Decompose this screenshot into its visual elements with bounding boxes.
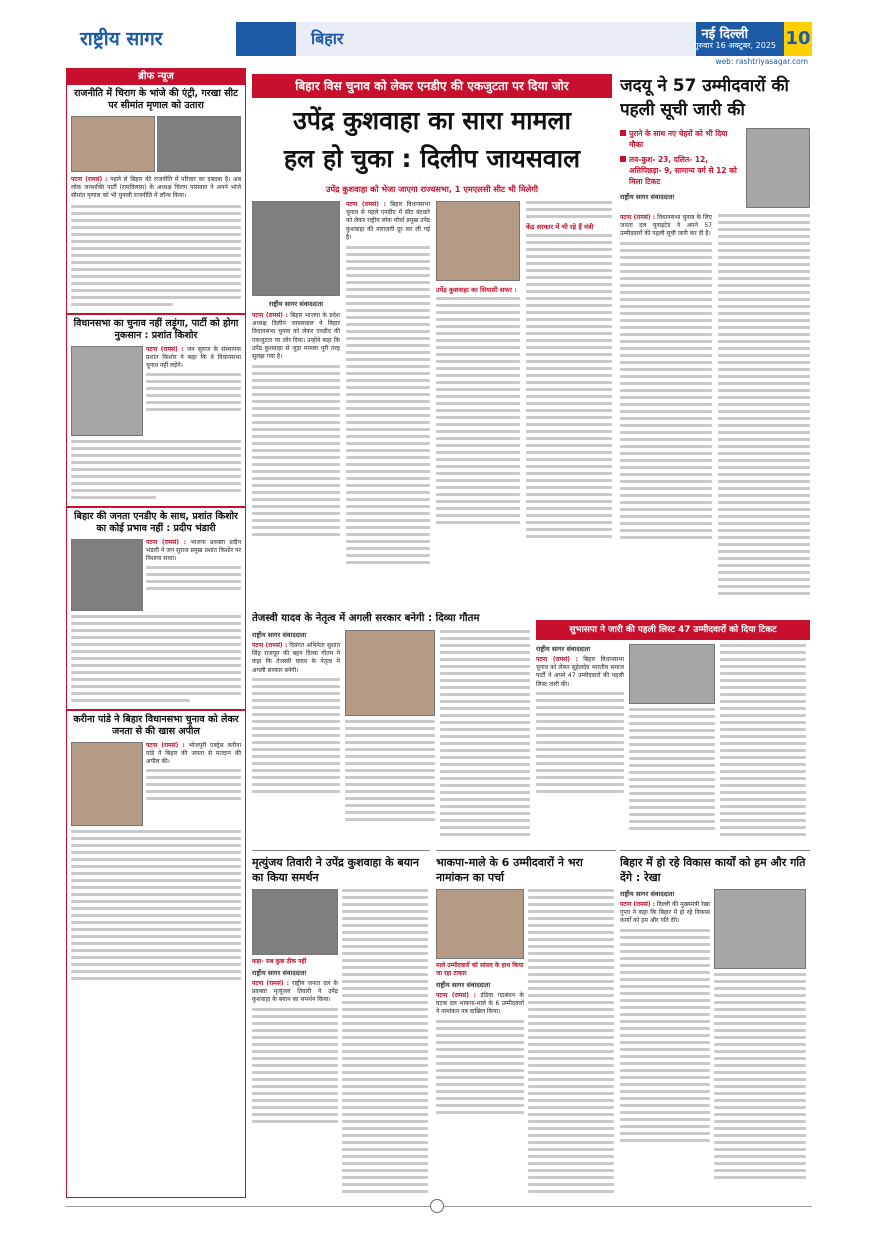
suhasbha-story (536, 620, 810, 840)
photo-caption: कहा- सब कुछ ठीक नहीं (252, 958, 307, 965)
photo (71, 346, 143, 436)
registration-mark-icon (430, 1199, 444, 1213)
lead-kicker: बिहार विस चुनाव को लेकर एनडीए की एकजुटता पर दिया जोर (252, 74, 612, 98)
website-url[interactable]: web: rashtriyasagar.com (715, 57, 808, 66)
cpi-headline[interactable]: भाकपा-माले के 6 उम्मीदवारों ने भरा नामांकन का पर्चा (436, 856, 583, 884)
brief-story-2-headline[interactable]: विधानसभा का चुनाव नहीं लड़ूंगा, पार्टी को होगा नुकसान : प्रशांत किशोर (73, 317, 239, 341)
photo (71, 742, 143, 826)
cpi-candidates-photo (436, 889, 524, 959)
text-lines (71, 205, 241, 306)
om-prakash-rajbhar-photo (629, 644, 715, 704)
story-lead: जन सुराज के संस्थापक प्रशांत किशोर ने कहा कि वे विधानसभा चुनाव नहीं लड़ेंगे। (146, 345, 241, 370)
story-lead: बिहार भाजपा के प्रदेश अध्यक्ष दिलीप जायसवाल ने बिहार विधानसभा चुनाव को लेकर एनडीए की एकजुटता पर जोर दिया। उन्होंने कहा कि उपेंद्र कुशवाहा से जुड़ा मामला पूरी तरह सुलझ गया है। (252, 312, 340, 361)
section-title: बिहार (311, 29, 344, 48)
brief-story-1 (67, 85, 245, 313)
tejashwi-story (252, 612, 532, 844)
page-header (66, 22, 812, 66)
cpi-byline: राष्ट्रीय सागर संवाददाता (436, 981, 491, 989)
dateline: पटना (रामसं) : (146, 741, 185, 749)
tejashwi-byline: राष्ट्रीय सागर संवाददाता (252, 631, 307, 639)
dateline: पटना (रामसं) : (620, 901, 656, 908)
photo (157, 116, 241, 172)
story-lead: दिल्ली की मुख्यमंत्री रेखा गुप्ता ने कहा कि बिहार में हो रहे विकास कार्यों को हम और गति देंगे। (620, 901, 710, 925)
mrityunjay-headline[interactable]: मृत्युंजय तिवारी ने उपेंद्र कुशवाहा के बयान का किया समर्थन (252, 856, 419, 884)
lead-headline-line2[interactable]: हल हो चुका : दिलीप जायसवाल (283, 144, 581, 173)
cpi-ml-story (436, 850, 616, 1196)
story-lead: पहले से बिहार की राजनीति में परिवार का दबदबा है। अब लोक जनशक्ति पार्टी (रामविलास) के अध्यक्ष चिराग पासवान ने अपने भांजे सीमांत मृणाल को भी चुनावी राजनीति में लॉन्च किया। (71, 176, 241, 200)
brief-news-label: ब्रीफ न्यूज (67, 69, 245, 85)
dilip-jaiswal-photo (252, 201, 340, 296)
photo (71, 539, 143, 611)
mrityunjay-story (252, 850, 430, 1196)
story-lead: इंडिया गठबंधन के घटक दल भाकपा-माले के 6 उम्मीदवारों ने नामांकन पत्र दाखिल किया। (436, 992, 524, 1016)
bullet-icon (620, 130, 626, 136)
sub-story-headline[interactable]: उपेंद्र कुशवाहा को भेजा जाएगा राज्यसभा, 1 एमएलसी सीट भी मिलेगी (325, 184, 539, 194)
rekha-headline[interactable]: बिहार में हो रहे विकास कार्यों को हम और गति देंगे : रेखा (620, 856, 806, 884)
dateline: पटना (रामसं) : (620, 214, 656, 221)
mrityunjay-tiwari-photo (252, 889, 338, 955)
suhasbha-headline[interactable]: सुभासपा ने जारी की पहली लिस्ट 47 उम्मीदवारों को दिया टिकट (536, 620, 810, 640)
bullet-icon (620, 156, 626, 162)
brief-story-4 (67, 709, 245, 987)
rekha-gupta-photo (714, 889, 806, 969)
jdu-story (620, 74, 810, 614)
dateline: पटना (रामसं) : (252, 312, 288, 319)
brief-story-3 (67, 506, 245, 709)
header-section-band (296, 22, 696, 56)
page-number: 10 (784, 22, 812, 56)
dateline: पटना (रामसं) : (146, 538, 187, 546)
photo (71, 116, 155, 172)
edition-city: नई दिल्ली (701, 27, 748, 42)
jdu-byline: राष्ट्रीय सागर संवाददाता (620, 193, 675, 201)
mrityunjay-byline: राष्ट्रीय सागर संवाददाता (252, 969, 307, 977)
lead-story (252, 74, 612, 634)
brief-news-column (66, 68, 246, 1198)
jdu-headline[interactable]: जदयू ने 57 उम्मीदवारों की पहली सूची जारी की (620, 76, 789, 120)
story-lead: दिवंगत अभिनेता सुशांत सिंह राजपूत की बहन दिव्या गौतम ने कहा कि तेजस्वी यादव के नेतृत्व में अगली सरकार बनेगी। (252, 642, 340, 674)
rekha-byline: राष्ट्रीय सागर संवाददाता (620, 890, 675, 898)
brief-story-2 (67, 313, 245, 506)
jdu-bullet-2: लव-कुश- 23, दलित- 12, अतिपिछड़ा- 9, सामान्य वर्ग से 12 को मिला टिकट (620, 154, 742, 187)
box-head: केंद्र सरकार में भी रहे हैं मंत्री (526, 223, 594, 231)
dateline: पटना (रामसं) : (146, 345, 184, 353)
story-lead: भोजपुरी एक्ट्रेस करीना पांडे ने बिहार की जनता से मतदान की अपील की। (146, 741, 242, 766)
masthead: राष्ट्रीय सागर (66, 22, 236, 56)
upendra-kushwaha-photo (436, 201, 520, 281)
story-lead: भाजपा प्रवक्ता प्रदीप भंडारी ने जन सुराज प्रमुख प्रशांत किशोर पर निशाना साधा। (146, 538, 241, 563)
brief-story-3-headline[interactable]: बिहार की जनता एनडीए के साथ, प्रशांत किशोर का कोई प्रभाव नहीं : प्रदीप भंडारी (74, 510, 238, 534)
rekha-story (620, 850, 810, 1196)
dateline: पटना (रामसं) : (536, 656, 578, 663)
divya-gautam-photo (345, 630, 435, 716)
story-lead: बिहार विधानसभा चुनाव को लेकर सुहेलदेव भारतीय समाज पार्टी ने अपने 47 उम्मीदवारों की पहली लिस्ट जारी की। (536, 656, 624, 688)
photo-caption: माले उम्मीदवारों को सांसद के हाथ किया जा रहा टाकार (436, 962, 524, 977)
jdu-bullet-1: पुराने के साथ नए चेहरों को भी दिया मौका (620, 128, 742, 150)
dateline: पटना (रामसं) : (436, 992, 477, 999)
dateline: पटना (रामसं) : (252, 642, 288, 649)
dateline: पटना (रामसं) : (71, 176, 108, 183)
brief-story-1-headline[interactable]: राजनीति में चिराग के भांजे की एंट्री, गरखा सीट पर सीमांत मृणाल को उतारा (74, 88, 238, 111)
lead-byline: राष्ट्रीय सागर संवाददाता (268, 300, 324, 308)
side-head: उपेंद्र कुशवाहा का सियासी सफर : (436, 286, 517, 294)
story-lead: बिहार विधानसभा चुनाव से पहले एनडीए में सीट बंटवारे को लेकर राष्ट्रीय लोक मोर्चा प्रमुख उपेंद्र कुशवाहा की नाराजगी दूर कर ली गई है। (346, 201, 430, 241)
tejashwi-headline[interactable]: तेजस्वी यादव के नेतृत्व में अगली सरकार बनेगी : दिव्या गौतम (252, 613, 480, 624)
suhasbha-byline: राष्ट्रीय सागर संवाददाता (536, 645, 591, 653)
story-lead: राष्ट्रीय जनता दल के प्रवक्ता मृत्युंजय तिवारी ने उपेंद्र कुशवाहा के बयान का समर्थन किया। (252, 980, 338, 1004)
edition-date: गुरुवार 16 अक्टूबर, 2025 (693, 41, 776, 50)
brief-story-4-headline[interactable]: करीना पांडे ने बिहार विधानसभा चुनाव को लेकर जनता से की खास अपील (73, 713, 239, 737)
lead-headline-line1[interactable]: उपेंद्र कुशवाहा का सारा मामला (293, 106, 571, 135)
brief-story-1-photo (71, 116, 241, 172)
story-lead: विधानसभा चुनाव के लिए जनता दल यूनाइटेड ने अपने 57 उम्मीदवारों की पहली सूची जारी कर दी है। (620, 214, 712, 238)
dateline: पटना (रामसं) : (252, 980, 290, 987)
nitish-kumar-photo (746, 128, 810, 208)
dateline: पटना (रामसं) : (346, 201, 386, 208)
